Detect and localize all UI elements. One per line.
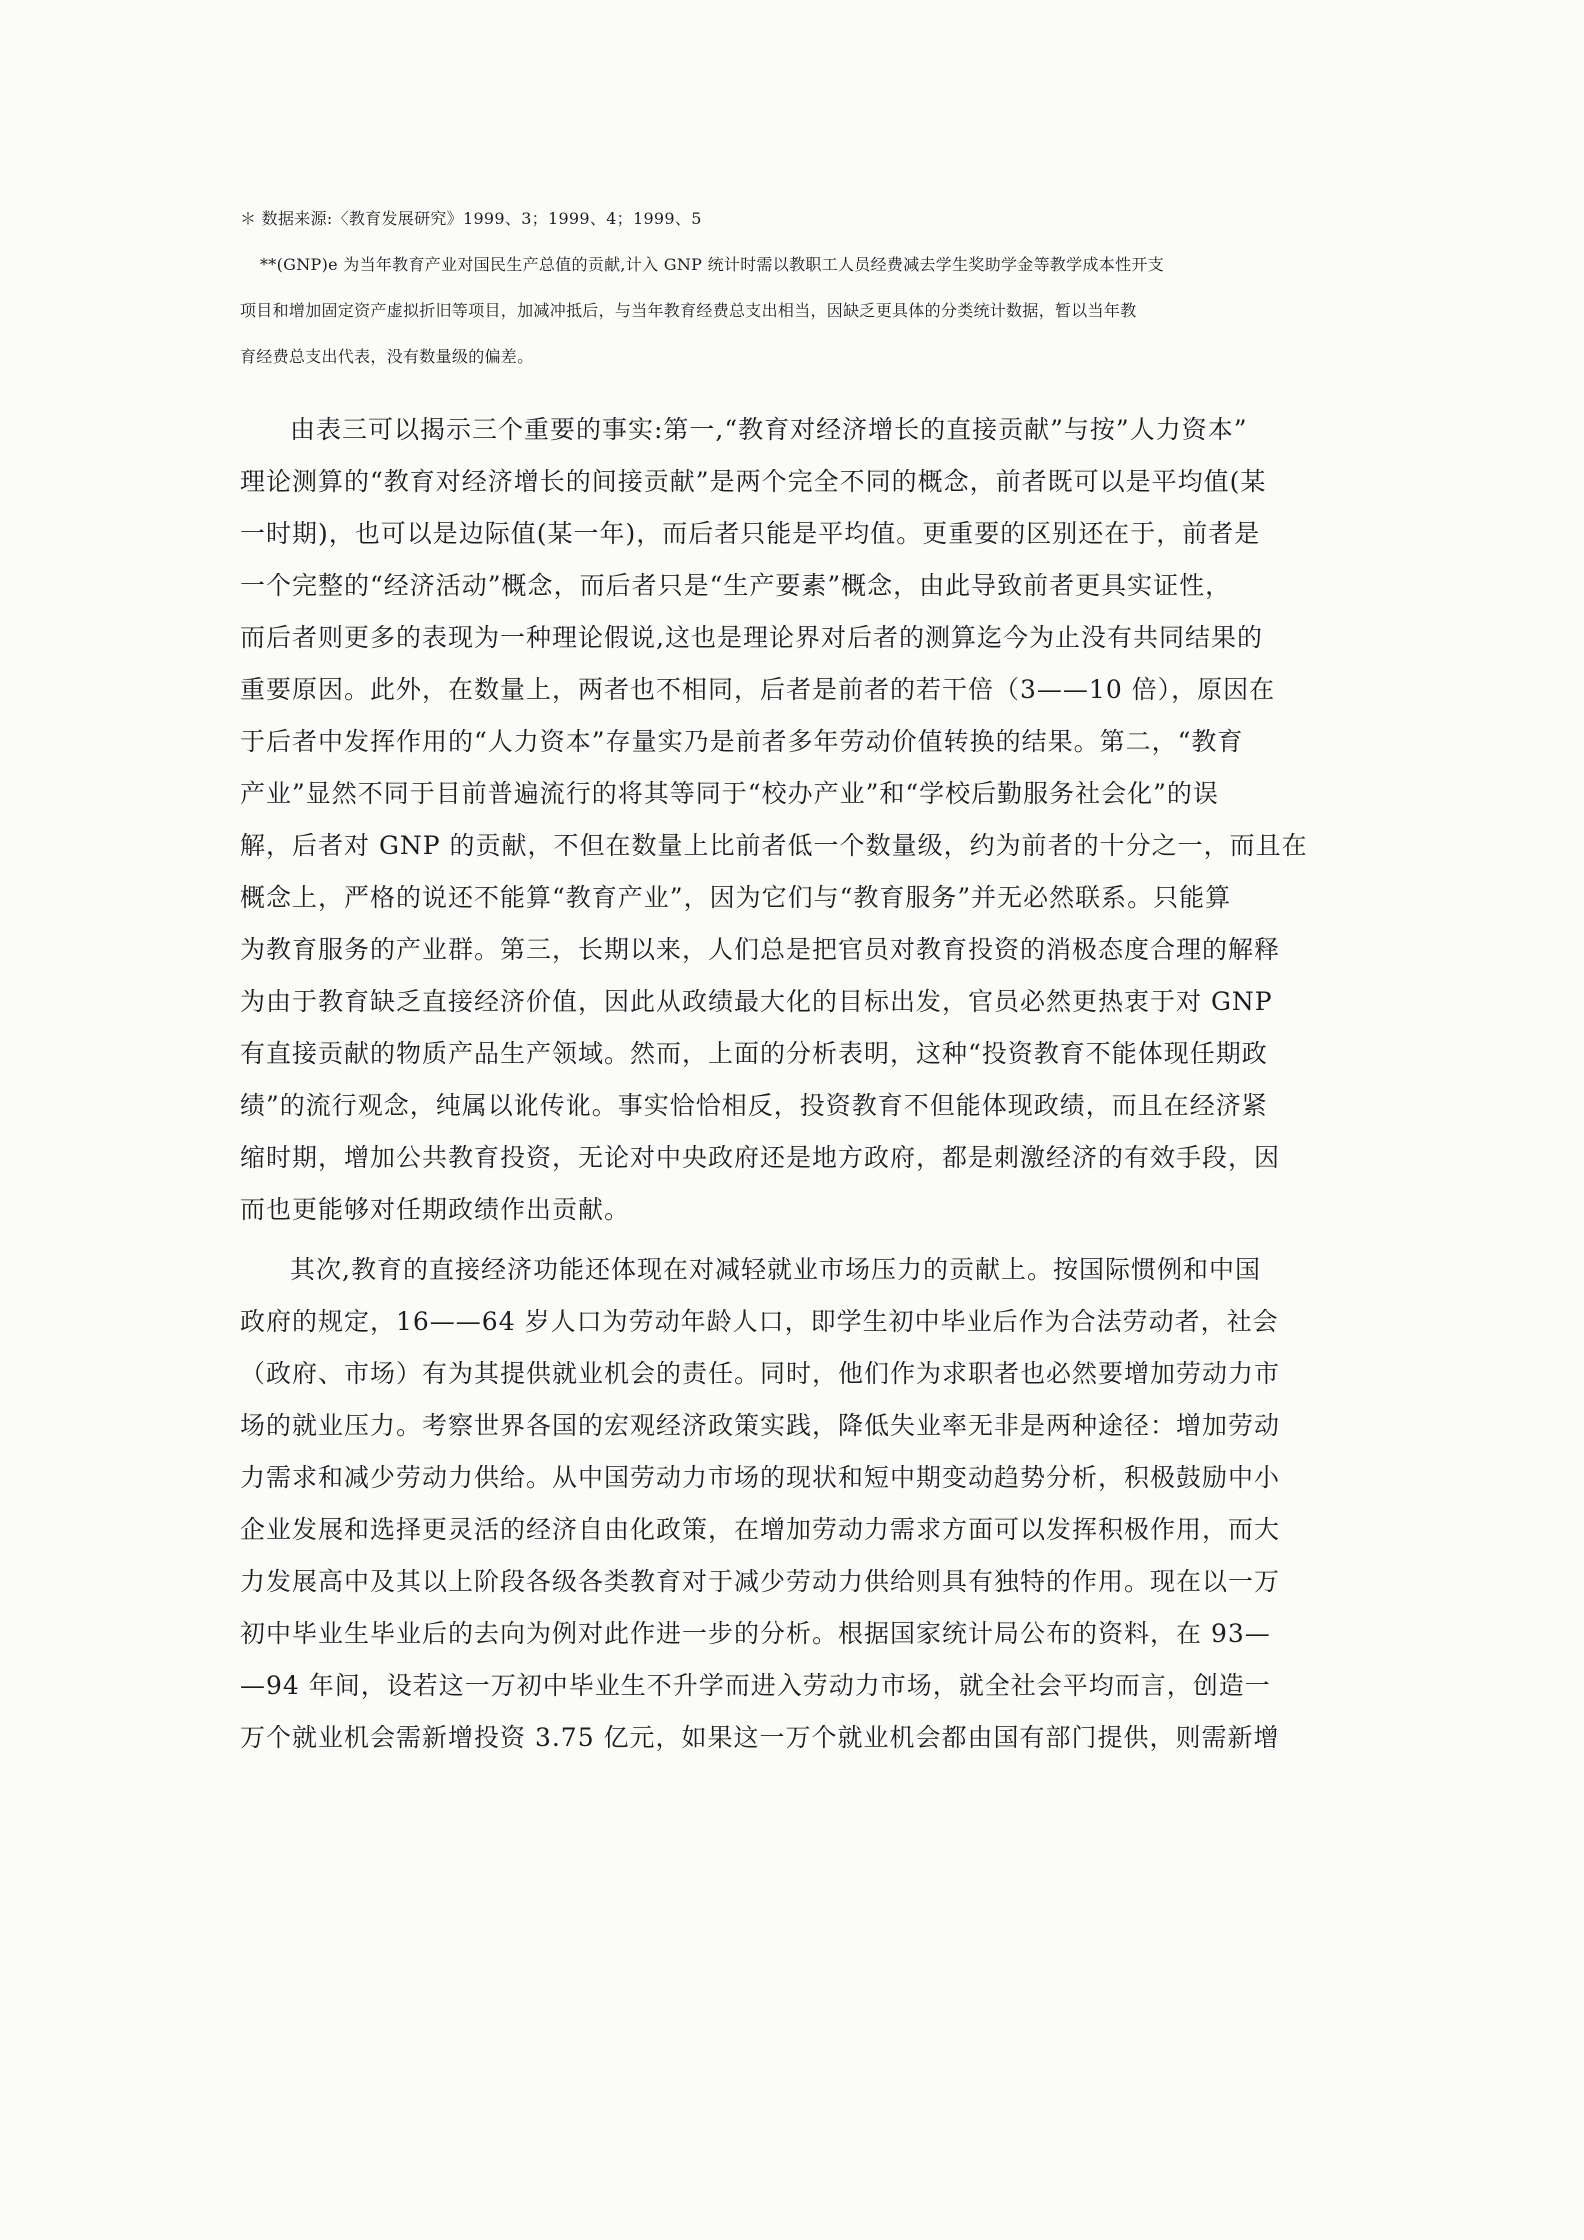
footnote-line: **(GNP)e 为当年教育产业对国民生产总值的贡献,计入 GNP 统计时需以教职工人员经费减去学生奖助学金等教学成本性开支 (260, 255, 1164, 274)
text-line: 初中毕业生毕业后的去向为例对此作进一步的分析。根据国家统计局公布的资料，在 93— (240, 1619, 1271, 1648)
text-line: 一个完整的“经济活动”概念，而后者只是“生产要素”概念，由此导致前者更具实证性， (240, 571, 1232, 600)
text-line: 力发展高中及其以上阶段各级各类教育对于减少劳动力供给则具有独特的作用。现在以一万 (240, 1567, 1281, 1596)
text-line: 理论测算的“教育对经济增长的间接贡献”是两个完全不同的概念，前者既可以是平均值(某 (240, 467, 1267, 496)
table-footnotes (240, 196, 1380, 380)
text-line: 一时期)，也可以是边际值(某一年)，而后者只能是平均值。更重要的区别还在于，前者是 (240, 519, 1261, 548)
text-line: 为教育服务的产业群。第三，长期以来，人们总是把官员对教育投资的消极态度合理的解释 (240, 935, 1281, 964)
body-text (240, 404, 1360, 1764)
paragraph-employment-pressure (240, 1244, 1360, 1764)
text-line: 缩时期，增加公共教育投资，无论对中央政府还是地方政府，都是刺激经济的有效手段，因 (240, 1143, 1281, 1172)
text-line: 力需求和减少劳动力供给。从中国劳动力市场的现状和短中期变动趋势分析，积极鼓励中小 (240, 1463, 1281, 1492)
text-line: 场的就业压力。考察世界各国的宏观经济政策实践，降低失业率无非是两种途径：增加劳动 (240, 1411, 1281, 1440)
text-line: 于后者中发挥作用的“人力资本”存量实乃是前者多年劳动价值转换的结果。第二，“教育 (240, 727, 1244, 756)
text-line: 概念上，严格的说还不能算“教育产业”，因为它们与“教育服务”并无必然联系。只能算 (240, 883, 1232, 912)
text-line: 有直接贡献的物质产品生产领域。然而，上面的分析表明，这种“投资教育不能体现任期政 (240, 1039, 1268, 1068)
text-line: —94 年间，设若这一万初中毕业生不升学而进入劳动力市场，就全社会平均而言，创造一 (240, 1671, 1271, 1700)
text-line: 而后者则更多的表现为一种理论假说,这也是理论界对后者的测算迄今为止没有共同结果的 (240, 623, 1263, 652)
text-line: 重要原因。此外，在数量上，两者也不相同，后者是前者的若干倍（3——10 倍），原因在 (240, 675, 1276, 704)
text-line: 产业”显然不同于目前普遍流行的将其等同于“校办产业”和“学校后勤服务社会化”的误 (240, 779, 1219, 808)
footnote-data-source (240, 196, 1380, 242)
text-line: 而也更能够对任期政绩作出贡献。 (240, 1195, 631, 1224)
footnote-line: 项目和增加固定资产虚拟折旧等项目，加减冲抵后，与当年教育经费总支出相当，因缺乏更具体的分类统计数据，暂以当年教 (240, 301, 1137, 320)
footnote-gnp-definition (240, 242, 1380, 380)
footnote-line: ＊ 数据来源:〈教育发展研究》1999、3；1999、4；1999、5 (240, 209, 702, 228)
paragraph-three-facts (240, 404, 1360, 1236)
text-line: 万个就业机会需新增投资 3.75 亿元，如果这一万个就业机会都由国有部门提供，则需新增 (240, 1723, 1280, 1752)
text-line: 其次,教育的直接经济功能还体现在对减轻就业市场压力的贡献上。按国际惯例和中国 (290, 1255, 1261, 1284)
text-line: 政府的规定，16——64 岁人口为劳动年龄人口，即学生初中毕业后作为合法劳动者，社会 (240, 1307, 1279, 1336)
text-line: 解，后者对 GNP 的贡献，不但在数量上比前者低一个数量级，约为前者的十分之一，而且在 (240, 831, 1308, 860)
text-line: 由表三可以揭示三个重要的事实:第一,“教育对经济增长的直接贡献”与按”人力资本” (290, 415, 1248, 444)
text-line: （政府、市场）有为其提供就业机会的责任。同时，他们作为求职者也必然要增加劳动力市 (240, 1359, 1281, 1388)
text-line: 为由于教育缺乏直接经济价值，因此从政绩最大化的目标出发，官员必然更热衷于对 GNP (240, 987, 1273, 1016)
footnote-line: 育经费总支出代表，没有数量级的偏差。 (240, 347, 534, 366)
text-line: 绩”的流行观念，纯属以讹传讹。事实恰恰相反，投资教育不但能体现政绩，而且在经济紧 (240, 1091, 1268, 1120)
text-line: 企业发展和选择更灵活的经济自由化政策，在增加劳动力需求方面可以发挥积极作用，而大 (240, 1515, 1281, 1544)
